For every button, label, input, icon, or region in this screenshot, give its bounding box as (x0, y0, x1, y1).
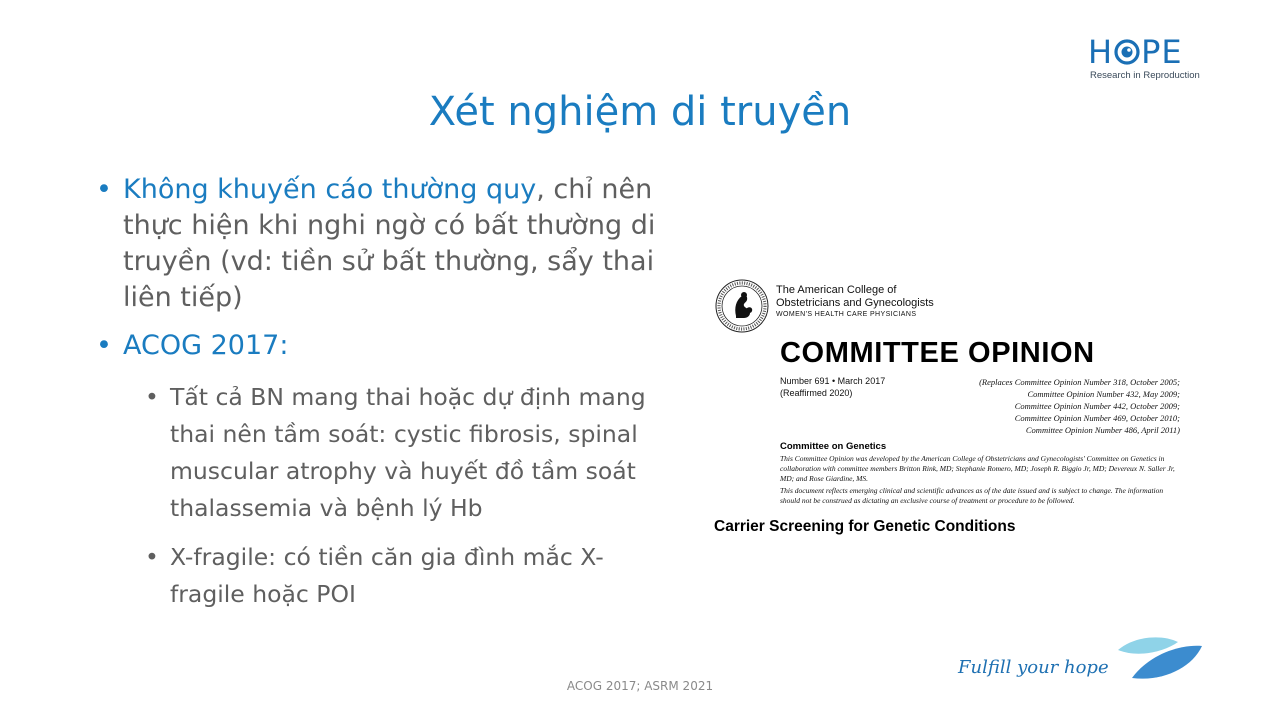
bullet-item (96, 172, 676, 316)
bullet-text: , chỉ nên thực hiện khi nghi ngờ có bất thường di truyền (vd: tiền sử bất thường, sẩy thai liên tiếp) (123, 174, 656, 313)
document-paragraph: This Committee Opinion was developed by the American College of Obstetricians and Gynecologists' Committee on Genetics in collaboration with committee members Britton Rink, MD; Stephanie Romero, MD; Joseph R. Biggio Jr, MD; Devereux N. Saller Jr, MD; and Rose Giardine, MS. (780, 454, 1175, 483)
acog-seal-icon (714, 278, 770, 334)
bullet-item (96, 328, 676, 364)
committee-name: Committee on Genetics (780, 441, 887, 452)
replaces-list (979, 376, 1180, 436)
sub-bullet-text: Tất cả BN mang thai hoặc dự định mang thai nên tầm soát: cystic fibrosis, spinal muscular atrophy và huyết đồ tầm soát thalassemia và bệnh lý Hb (170, 383, 646, 522)
logo-word-right: PE (1141, 33, 1183, 71)
sub-bullet-list (96, 379, 676, 613)
bullet-dot: • (96, 174, 112, 205)
replaces-line: Committee Opinion Number 486, April 2011) (1025, 425, 1180, 435)
bullet-highlight: ACOG 2017: (123, 330, 289, 361)
slide-title: Xét nghiệm di truyền (428, 89, 852, 135)
hope-logo (1088, 34, 1208, 84)
logo-word (1088, 34, 1183, 70)
bullet-list (96, 172, 676, 613)
sub-bullet-text: X-fragile: có tiền căn gia đình mắc X-fragile hoặc POI (170, 543, 604, 608)
leaves-icon (1112, 634, 1204, 682)
replaces-line: Committee Opinion Number 469, October 2010; (1014, 413, 1180, 423)
sub-bullet-dot: • (145, 383, 159, 411)
replaces-line: Committee Opinion Number 442, October 2009; (1014, 401, 1180, 411)
opinion-number: Number 691 • March 2017 (780, 376, 886, 386)
org-name-line1: The American College of (776, 284, 897, 296)
sub-bullet-item (145, 379, 676, 527)
org-name-line3: WOMEN'S HEALTH CARE PHYSICIANS (776, 311, 917, 318)
reaffirmed-note: (Reaffirmed 2020) (780, 388, 853, 398)
document-title: Carrier Screening for Genetic Conditions (714, 518, 1016, 535)
sub-bullet-item (145, 539, 676, 613)
eye-icon (1114, 39, 1140, 65)
acog-document-image (712, 274, 1184, 542)
citation: ACOG 2017; ASRM 2021 (566, 679, 714, 693)
bullet-highlight: Không khuyến cáo thường quy (123, 174, 537, 205)
logo-tagline: Research in Reproduction (1090, 70, 1200, 81)
sub-bullet-dot: • (145, 543, 159, 571)
logo-word-left: H (1088, 33, 1114, 71)
tagline: Fulfill your hope (958, 657, 1109, 678)
replaces-line: (Replaces Committee Opinion Number 318, October 2005; (979, 377, 1180, 387)
replaces-line: Committee Opinion Number 432, May 2009; (1027, 389, 1180, 399)
bullet-dot: • (96, 330, 112, 361)
document-paragraph: This document reflects emerging clinical and scientific advances as of the date issued and is subject to change. The information should not be construed as dictating an exclusive course of treatment or procedure to be followed. (780, 486, 1164, 505)
committee-opinion-heading: COMMITTEE OPINION (780, 337, 1095, 369)
org-name-line2: Obstetricians and Gynecologists (776, 297, 934, 309)
